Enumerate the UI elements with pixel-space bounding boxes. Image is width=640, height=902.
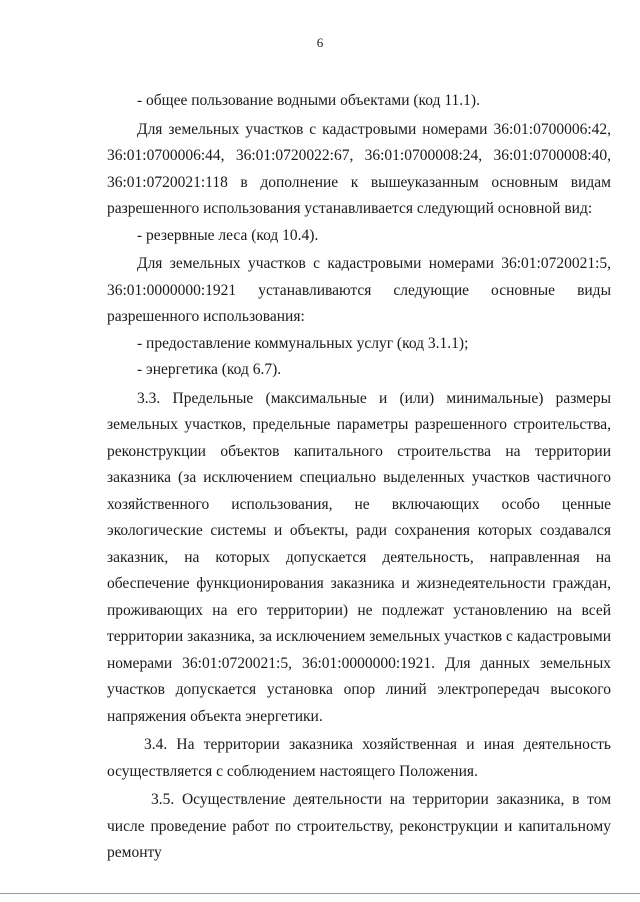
paragraph-cadastral-main-uses: Для земельных участков с кадастровыми номерами 36:01:0720021:5, 36:01:0000000:1921 устанавливаются следующие основные виды разрешенного использования: <box>107 255 611 325</box>
bottom-divider <box>0 893 640 894</box>
paragraph-cadastral-additional: Для земельных участков с кадастровыми номерами 36:01:0700006:42, 36:01:0700006:44, 36:01:0720022:67, 36:01:0700008:24, 36:01:0700008:40, 36:01:0720021:118 в дополнение к вышеуказанным основным видам разрешенного использования устанавливается следующий основной вид: <box>107 120 611 217</box>
list-item-water-use: - общее пользование водными объектами (код 11.1). <box>137 92 480 109</box>
document-body <box>107 88 611 867</box>
section-3-5: 3.5. Осуществление деятельности на территории заказника, в том числе проведение работ по строительству, реконструкции и капитальному ремонту <box>107 791 611 861</box>
section-3-3: 3.3. Предельные (максимальные и (или) минимальные) размеры земельных участков, предельные параметры разрешенного строительства, реконструкции объектов капитального строительства на территории заказника (за исключением специально выделенных участков частичного хозяйственного использования, не включающих особо ценные экологические системы и объекты, ради сохранения которых создавался заказник, на которых допускается деятельность, направленная на обеспечение функционирования заказника и жизнедеятельности граждан, проживающих на его территории) не подлежат установлению на всей территории заказника, за исключением земельных участков с кадастровыми номерами 36:01:0720021:5, 36:01:0000000:1921. Для данных земельных участков допускается установка опор линий электропередач высокого напряжения объекта энергетики. <box>107 389 611 725</box>
list-item-utilities: - предоставление коммунальных услуг (код 3.1.1); <box>137 334 469 352</box>
list-item-energy: - энергетика (код 6.7). <box>137 361 282 378</box>
page-number: 6 <box>316 35 324 50</box>
section-3-4: 3.4. На территории заказника хозяйственная и иная деятельность осуществляется с соблюдением настоящего Положения. <box>107 736 611 780</box>
list-item-reserve-forests: - резервные леса (код 10.4). <box>137 226 319 244</box>
